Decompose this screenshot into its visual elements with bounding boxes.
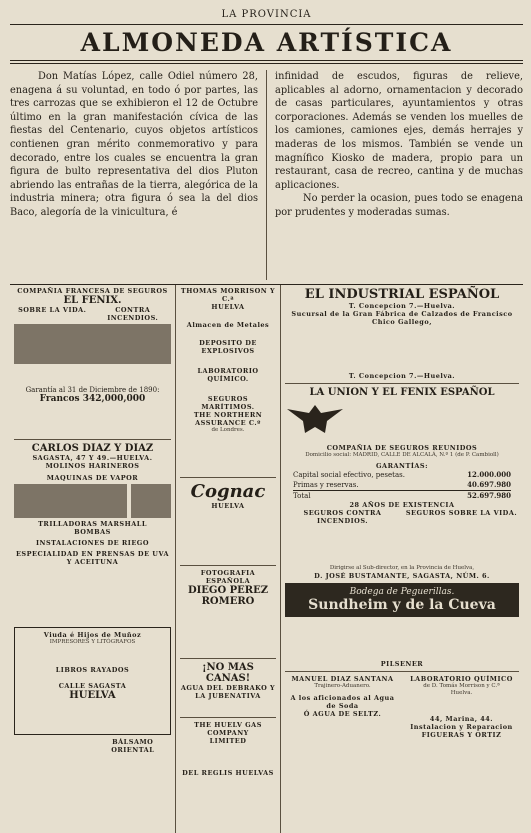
- industrial-body: [285, 326, 519, 372]
- northern-city: de Londres.: [211, 427, 245, 433]
- insurance-title: COMPAÑIA FRANCESA DE SEGUROS: [17, 287, 168, 295]
- capital-value: 12.000.000: [467, 470, 511, 479]
- almacen-body: [180, 329, 276, 339]
- lab-title: LABORATORIO QUÍMICO: [410, 675, 513, 683]
- trilladoras-heading: TRILLADORAS MARSHALL: [38, 520, 147, 528]
- union-fenix-title: LA UNION Y EL FENIX ESPAÑOL: [309, 387, 495, 398]
- balsamo-title: BÁLSAMO ORIENTAL: [111, 738, 155, 754]
- francs-amount: Francos 342,000,000: [39, 394, 146, 404]
- cognac-city: HUELVA: [211, 502, 245, 510]
- vida-heading: SEGUROS SOBRE LA VIDA.: [405, 509, 518, 517]
- lead-article: [10, 70, 523, 280]
- seguros-heading: SEGUROS MARÍTIMOS.: [201, 395, 255, 411]
- ads-right-column: [281, 285, 523, 833]
- bottom-left-ads: [14, 738, 171, 784]
- ads-section: [10, 284, 523, 833]
- cognac-body: [180, 510, 276, 562]
- lab-sub: de D. Tomás Morrison y C.ª: [423, 683, 500, 689]
- subdirector-line: Dirigirse al Sub-director, en la Provincia de Huelva,: [329, 565, 475, 571]
- gas-limited: LIMITED: [209, 737, 247, 745]
- thomas-city: HUELVA: [211, 303, 245, 311]
- especialidad-line: ESPECIALIDAD EN PRENSAS DE UVA Y ACEITUNA: [15, 550, 170, 566]
- printer-libros: LIBROS RAYADOS: [55, 666, 130, 674]
- bottom-right-ads: [285, 675, 519, 750]
- maquinas-heading: MAQUINAS DE VAPOR: [46, 474, 139, 482]
- eagle-emblem: [285, 401, 345, 437]
- divider: [180, 565, 276, 566]
- ads-grid: [10, 285, 523, 833]
- cal-body: [180, 777, 276, 833]
- foto-title: FOTOGRAFIA ESPAÑOLA: [200, 569, 256, 585]
- cognac-logo: Cognac: [190, 481, 266, 502]
- printer-calle: CALLE SAGASTA: [58, 682, 127, 690]
- fire-label: CONTRA INCENDIOS.: [107, 306, 159, 322]
- lead-col-1: Don Matías López, calle Odiel número 28, enagena á su voluntad, en todo ó por partes, las tres carrozas que se exhibieron el 12 de Octubre último en la gran manifestación cívica de las fiestas del Centenario, cuyos objetos artísticos contienen gran mérito conmemorativo y para decorado, entre los cuales se encuentra la gran figura de bulto representativa del dios Pluton abriendo las entrañas de la tierra, alegórica de la industria minera; otra figura ó sea la del dios Baco, alegoría de la vinicultura, é: [10, 70, 267, 280]
- canas-heading: ¡NO MAS CANAS!: [202, 662, 254, 684]
- guarantees-table: [285, 470, 519, 501]
- bodega-title: Bodega de Peguerillas.: [349, 587, 455, 597]
- depositos-heading: DEPOSITO DE EXPLOSIVOS: [199, 339, 257, 355]
- vida-block: [404, 509, 519, 565]
- lab-city: Huelva.: [450, 690, 473, 696]
- bodega-ad: [285, 583, 519, 617]
- printer-title: Viuda é Hijos de Muñoz: [43, 631, 142, 639]
- incendios-body: [285, 525, 400, 565]
- industrial-title: EL INDUSTRIAL ESPAÑOL: [304, 287, 500, 302]
- gas-heading: THE HUELV GAS COMPANY: [194, 721, 262, 737]
- lab-address: 44, Marina, 44.: [429, 715, 494, 723]
- sundheim-title: Sundheim y de la Cueva: [308, 597, 496, 613]
- bodega-body: [285, 620, 519, 660]
- divider: [285, 383, 519, 384]
- manuel-sub: Trajinero-Aduanero.: [314, 683, 371, 689]
- total-value: 52.697.980: [467, 491, 511, 500]
- carlos-products-right: [95, 566, 172, 624]
- carlos-address: SAGASTA, 47 Y 49.—HUELVA.: [32, 454, 153, 462]
- seguros-reunidos: COMPAÑIA DE SEGUROS REUNIDOS: [326, 444, 478, 452]
- cal-heading: DEL REGLIS HUELVAS: [182, 769, 274, 777]
- depositos-body: [180, 355, 276, 367]
- vida-body: [404, 517, 519, 557]
- laboratorio-body: [180, 383, 276, 395]
- pilsener-heading: PILSENER: [380, 660, 424, 668]
- agua-body: [180, 700, 276, 714]
- capital-row: [293, 470, 511, 480]
- total-label: Total: [293, 492, 311, 500]
- agua-heading: AGUA DEL DEBRAKO Y LA JUBENATIVA: [180, 684, 276, 700]
- incendios-heading: SEGUROS CONTRA INCENDIOS.: [303, 509, 382, 525]
- instalaciones-heading: INSTALACIONES DE RIEGO: [35, 539, 149, 547]
- insurance-details: [14, 404, 171, 436]
- ozono-heading: Ó AGUA DE SELTZ.: [303, 710, 382, 718]
- machine-illustrations: [14, 482, 171, 520]
- laboratorio-ad: [404, 675, 519, 750]
- soda-body: [285, 718, 400, 750]
- bottom-left-ad: [14, 738, 91, 778]
- industrial-sucursal: Sucursal de la Gran Fábrica de Calzados de Francisco Chico Gallego,: [291, 310, 513, 326]
- balsamo-body: [95, 754, 172, 784]
- paper-name: LA PROVINCIA: [221, 8, 312, 20]
- pump-illustration: [131, 484, 171, 518]
- gas-body: [180, 745, 276, 769]
- machine-illustration: [14, 484, 127, 518]
- insurance-name: EL FENIX.: [63, 295, 122, 306]
- masthead: [10, 4, 523, 25]
- instalacion-heading: Instalacion y Reparacion: [410, 723, 513, 731]
- garantias-heading: GARANTÍAS:: [376, 462, 428, 470]
- foto-body: [180, 607, 276, 655]
- ads-left-column: [10, 285, 176, 833]
- industrial-address-repeat: T. Concepcion 7.—Huelva.: [348, 372, 456, 380]
- lead-col-2-text: infinidad de escudos, figuras de relieve, aplicables al adorno, ornamentacion y decorado de casas particulares, ayuntamientos y otras corporaciones. Además se venden los muelles de los camiones, camiones ejes, demás herrajes y maderas de los mismos. También se vende un magnífico Kiosko de madera, propio para un restaurant, casa de recreo, cantina y de muchas aplicaciones.: [275, 71, 523, 191]
- printer-sub: IMPRESORES Y LITÓGRAFOS: [49, 639, 136, 645]
- carlos-products-left: [14, 566, 91, 624]
- insurance-labels: [14, 306, 171, 322]
- phoenix-emblem: [14, 324, 171, 364]
- foto-name: DIEGO PEREZ ROMERO: [187, 585, 269, 607]
- lead-col-2-closing: No perder la ocasion, pues todo se enagena por prudentes y moderadas sumas.: [275, 193, 523, 218]
- incendios-block: [285, 509, 400, 565]
- lab-body: [404, 697, 519, 715]
- capital-label: Capital social efectivo, pesetas.: [293, 471, 405, 479]
- life-label: SOBRE LA VIDA.: [18, 306, 87, 314]
- printer-city: HUELVA: [69, 690, 116, 701]
- figueras-heading: FIGUERAS Y ORTIZ: [421, 731, 502, 739]
- insurance-body: [14, 366, 171, 386]
- divider: [285, 671, 519, 672]
- director-name: D. JOSÉ BUSTAMANTE, SAGASTA, NÚM. 6.: [314, 572, 490, 580]
- carlos-products: [14, 566, 171, 624]
- headline: ALMONEDA ARTÍSTICA: [80, 28, 453, 57]
- northern-body: [180, 434, 276, 474]
- industrial-address: T. Concepcion 7.—Huelva.: [348, 302, 456, 310]
- manuel-title: MANUEL DIAZ SANTANA: [291, 675, 394, 683]
- primas-row: [293, 480, 511, 490]
- domicilio-line: Domicilio social: MADRID, CALLE DE ALCALÁ, N.º 1 (de P. Cambioll): [305, 452, 499, 458]
- bombas-heading: BOMBAS: [74, 528, 111, 536]
- total-row: [293, 490, 511, 501]
- molinos-heading: MOLINOS HARINEROS: [45, 462, 140, 470]
- manuel-ad: [285, 675, 400, 750]
- printer-ad: [14, 627, 171, 735]
- divider: [180, 658, 276, 659]
- divider: [180, 477, 276, 478]
- primas-value: 40.697.980: [467, 480, 511, 489]
- thomas-title: THOMAS MORRISON Y C.ª: [180, 287, 276, 303]
- guarantee-line: Garantía al 31 de Diciembre de 1890:: [25, 386, 160, 394]
- northern-heading: THE NORTHERN ASSURANCE C.º: [193, 411, 263, 427]
- primas-label: Primas y reservas.: [293, 481, 359, 489]
- divider: [14, 439, 171, 440]
- laboratorio-heading: LABORATORIO QUÍMICO.: [197, 367, 259, 383]
- soda-heading: A los aficionados al Agua de Soda: [290, 694, 395, 710]
- divider: [180, 717, 276, 718]
- insurance-types: [285, 509, 519, 565]
- lead-col-2: [275, 70, 523, 280]
- carlos-title: CARLOS DIAZ Y DIAZ: [31, 443, 154, 454]
- balsamo-ad: [95, 738, 172, 784]
- almacen-heading: Almacen de Metales: [186, 321, 270, 329]
- headline-rule: [10, 60, 523, 64]
- ads-middle-column: [176, 285, 281, 833]
- years-line: 28 AÑOS DE EXISTENCIA: [349, 501, 455, 509]
